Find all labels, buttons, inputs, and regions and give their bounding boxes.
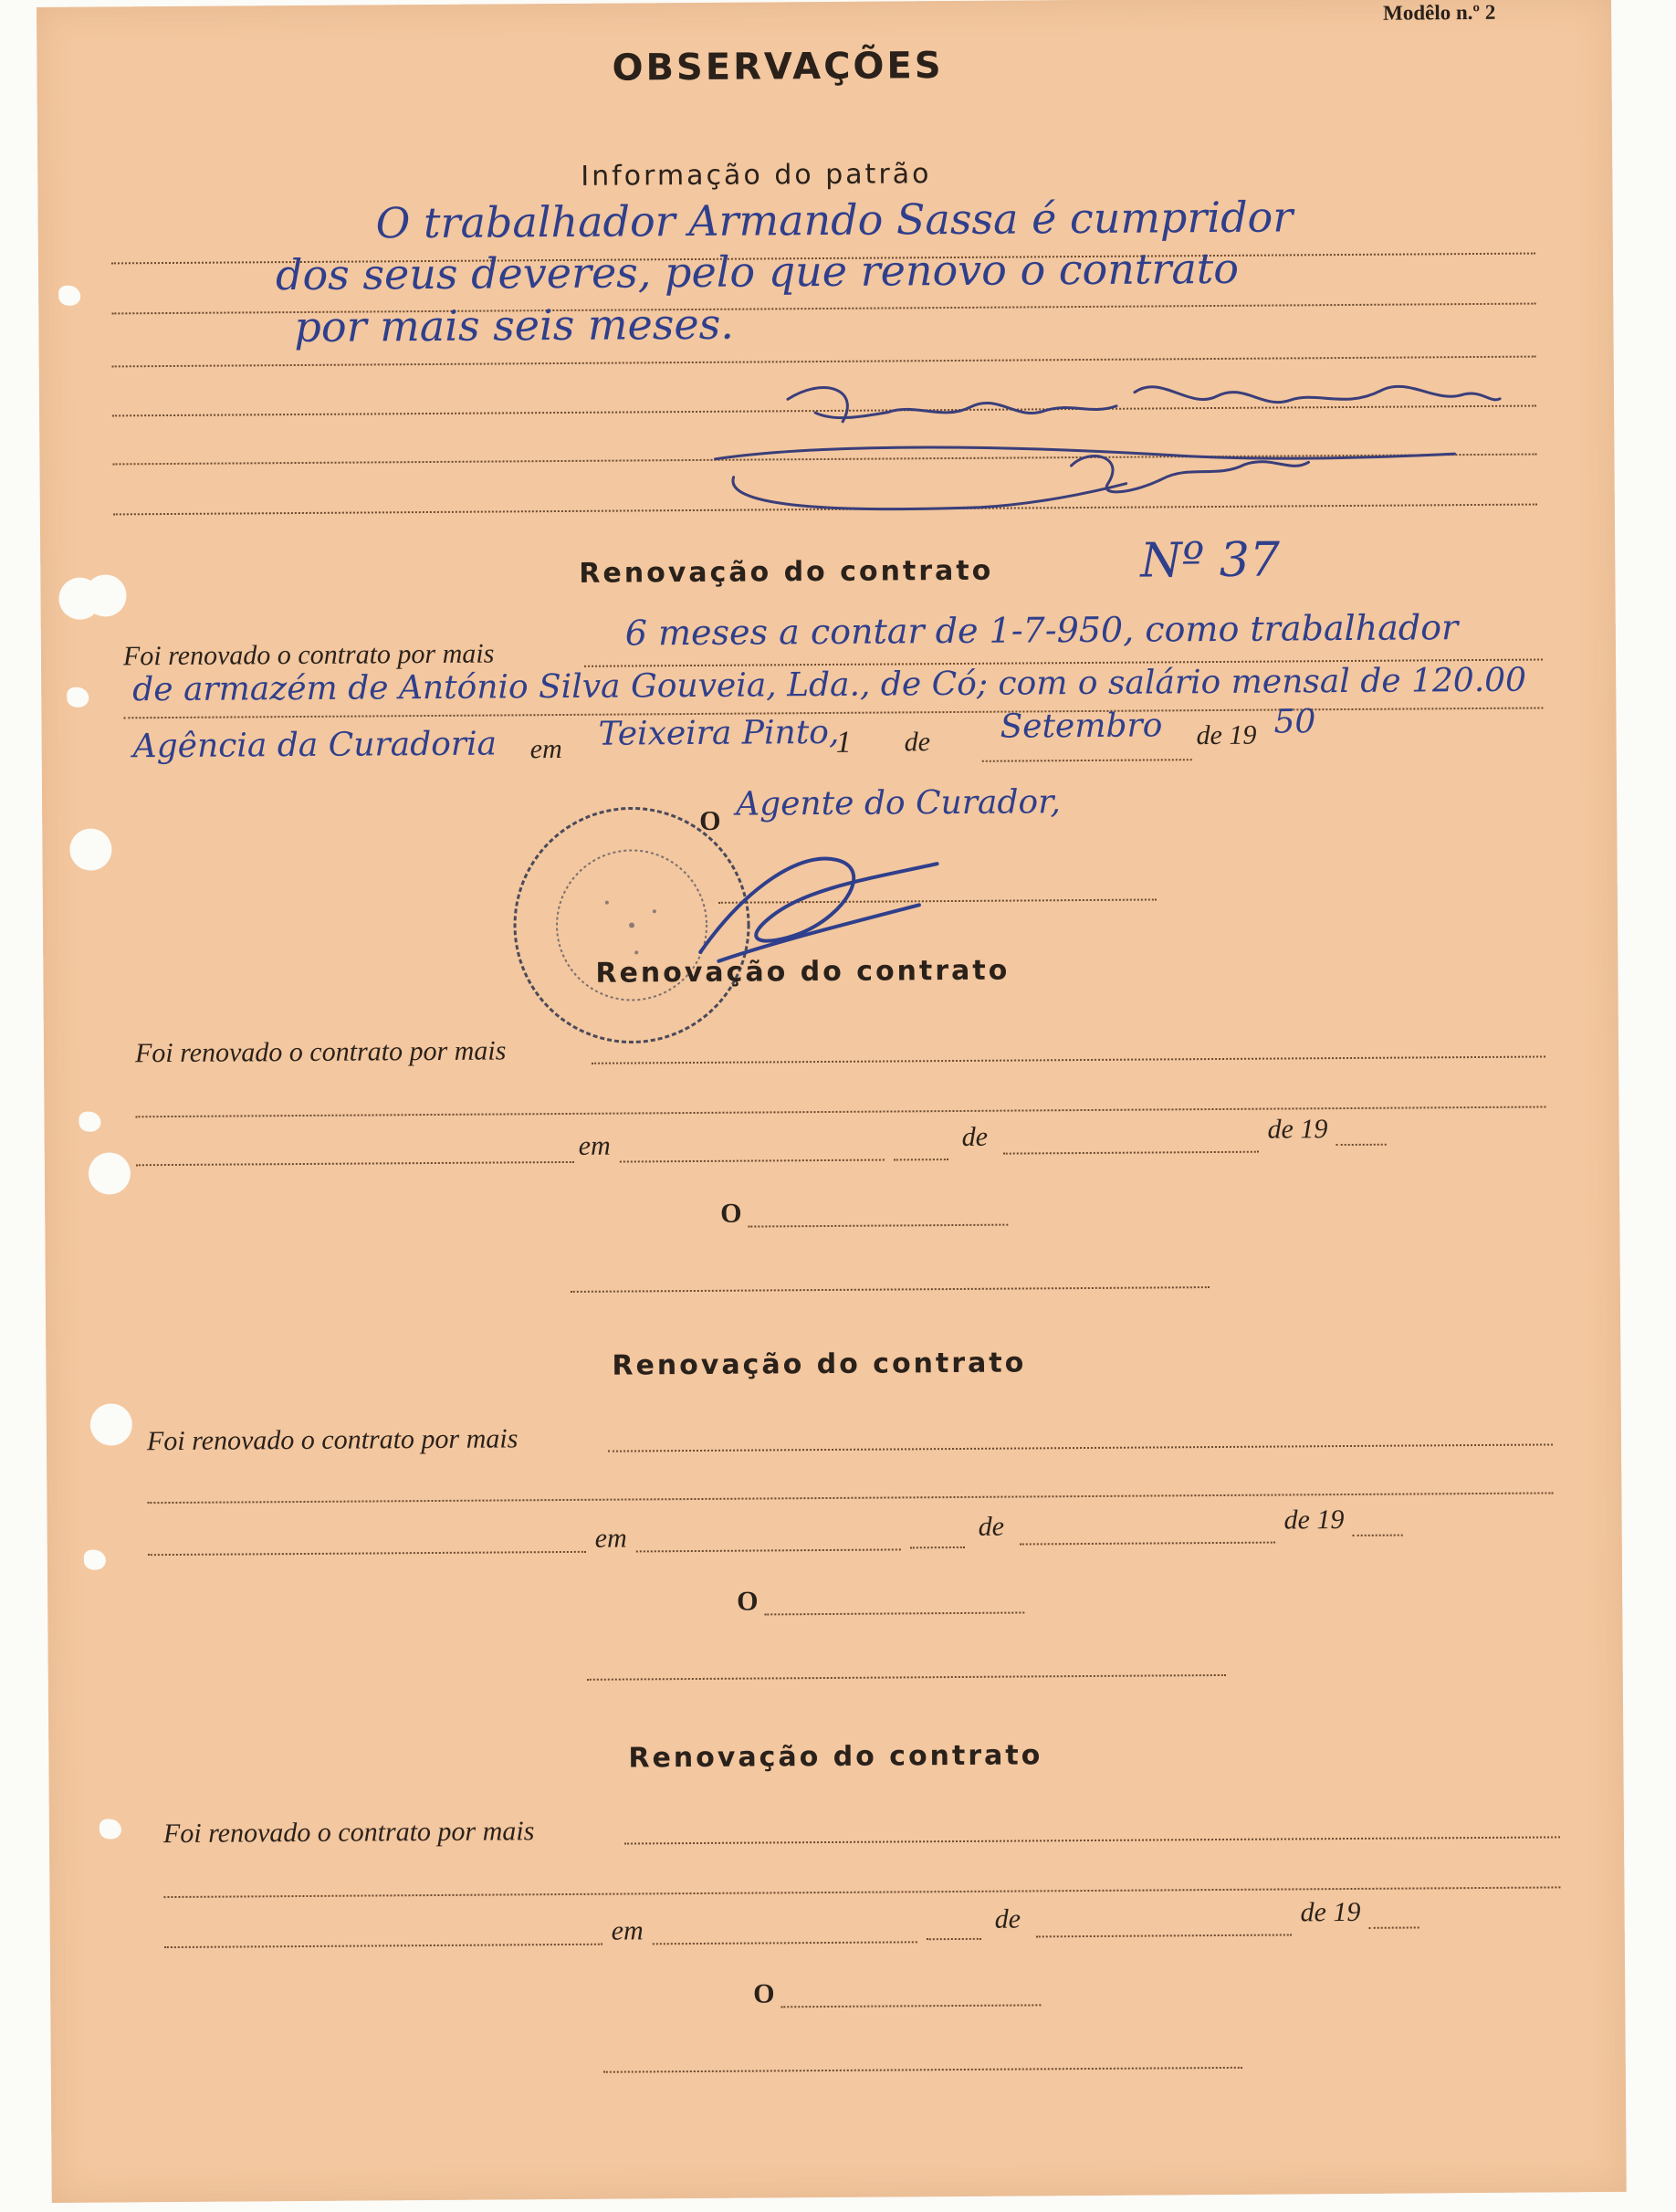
paper-tear: [100, 1819, 121, 1839]
paper-tear: [84, 1550, 106, 1570]
dotted-line: [748, 1224, 1008, 1228]
paper-tear: [79, 1112, 100, 1132]
dotted-line: [147, 1492, 1553, 1504]
form-model-number: Modêlo n.º 2: [1382, 0, 1496, 25]
renewal-city: Teixeira Pinto,: [598, 713, 840, 753]
year-label: de 19: [1300, 1896, 1361, 1928]
dotted-line: [603, 2067, 1242, 2073]
dotted-line: [1353, 1535, 1403, 1536]
dotted-line: [136, 1161, 574, 1166]
dotted-line: [164, 1944, 602, 1948]
dotted-line: [653, 1941, 917, 1945]
document-page: [37, 0, 1627, 2203]
dotted-line: [608, 1443, 1553, 1452]
punch-hole: [90, 1403, 132, 1445]
dotted-line: [592, 1055, 1545, 1064]
paper-tear: [67, 687, 89, 708]
em-label: em: [611, 1915, 644, 1946]
dotted-line: [636, 1548, 901, 1552]
punch-hole: [84, 574, 126, 616]
employer-info-line: por mais seis meses.: [294, 299, 735, 352]
renewal-day: 1: [835, 725, 852, 760]
em-label: em: [529, 734, 562, 765]
em-label: em: [578, 1130, 611, 1161]
dotted-line: [894, 1158, 948, 1160]
renewal-place: Agência da Curadoria: [132, 725, 498, 766]
dotted-line: [1369, 1926, 1419, 1928]
renewal-heading: Renovação do contrato: [579, 554, 994, 590]
renewal-intro: Foi renovado o contrato por mais: [134, 1035, 507, 1069]
de-label: de: [978, 1511, 1005, 1542]
dotted-line: [620, 1159, 885, 1163]
year-label: de 19: [1283, 1504, 1345, 1536]
year-label: de 19: [1267, 1114, 1328, 1145]
punch-hole: [69, 828, 111, 870]
renewal-month: Setembro: [1000, 707, 1163, 746]
employer-info-line: O trabalhador Armando Sassa é cumpridor: [375, 192, 1294, 248]
dotted-line: [571, 1286, 1210, 1293]
dotted-line: [764, 1611, 1024, 1615]
renewal-heading: Renovação do contrato: [612, 1347, 1027, 1382]
dotted-line: [1036, 1934, 1292, 1937]
renewal-duration: 6 meses a contar de 1-7-950, como trabalhador: [624, 607, 1459, 654]
signer-title: Agente do Curador,: [735, 783, 1061, 823]
dotted-line: [135, 1106, 1545, 1117]
dotted-line: [982, 759, 1192, 762]
dotted-line: [910, 1546, 965, 1548]
paper-tear: [58, 286, 80, 306]
dotted-line: [1003, 1151, 1259, 1155]
dotted-line: [1336, 1144, 1387, 1146]
renewal-details: de armazém de António Silva Gouveia, Lda., de Có; com o salário mensal de 120.00: [132, 661, 1527, 709]
employer-info-line: dos seus deveres, pelo que renovo o contrato: [275, 243, 1240, 300]
renewal-intro: Foi renovado o contrato por mais: [146, 1423, 519, 1457]
renewal-reference-number: Nº 37: [1140, 532, 1281, 589]
employer-signature: [706, 353, 1528, 523]
de-label: de: [994, 1903, 1021, 1934]
punch-hole: [89, 1152, 131, 1194]
dotted-line: [148, 1551, 586, 1556]
dotted-line: [780, 2004, 1041, 2008]
em-label: em: [594, 1523, 627, 1554]
signer-o: O: [720, 1198, 742, 1229]
signer-o: O: [737, 1586, 759, 1617]
dotted-line: [1020, 1542, 1275, 1546]
dotted-line: [587, 1674, 1226, 1681]
year-label: de 19: [1196, 719, 1257, 751]
dotted-line: [927, 1938, 981, 1940]
renewal-year: 50: [1273, 703, 1316, 741]
de-label: de: [961, 1121, 989, 1152]
renewal-heading: Renovação do contrato: [595, 954, 1011, 990]
employer-info-heading: Informação do patrão: [581, 158, 932, 193]
dotted-line: [624, 1836, 1560, 1844]
renewal-heading: Renovação do contrato: [628, 1739, 1043, 1775]
signer-o: O: [699, 805, 721, 836]
renewal-intro: Foi renovado o contrato por mais: [162, 1816, 535, 1850]
de-label: de: [904, 727, 931, 758]
signer-o: O: [753, 1978, 775, 2009]
renewal-intro: Foi renovado o contrato por mais: [122, 638, 495, 672]
page-title: OBSERVAÇÕES: [612, 45, 944, 89]
